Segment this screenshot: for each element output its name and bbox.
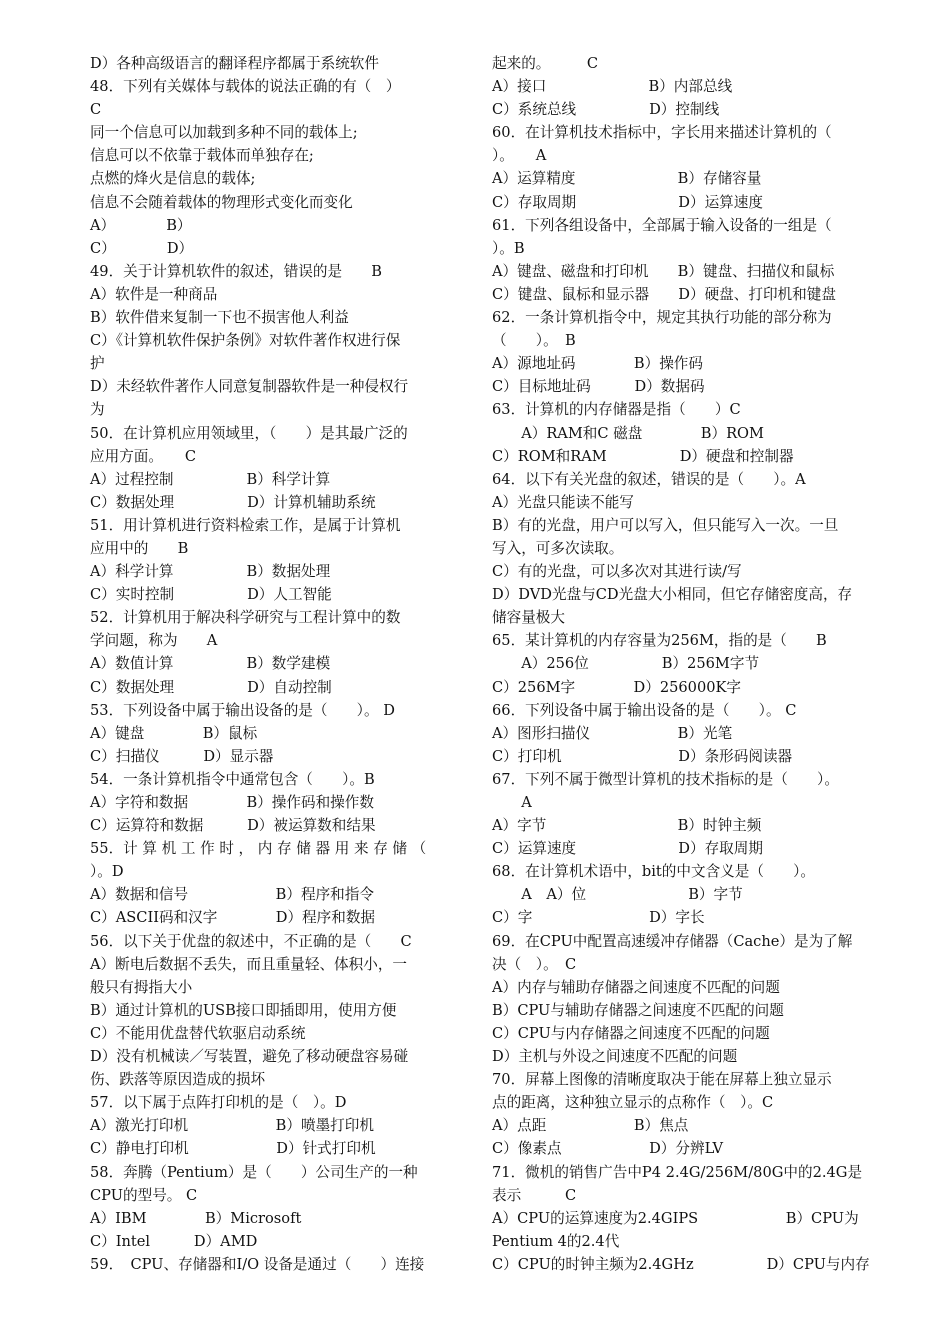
text-line: 57．以下属于点阵打印机的是（ ）。D xyxy=(90,1094,347,1112)
text-line: C）运算速度 D）存取周期 xyxy=(492,840,763,858)
text-line: 为 xyxy=(90,401,105,419)
text-line: 护 xyxy=(90,355,105,373)
text-line: CPU的型号。 C xyxy=(90,1186,198,1204)
text-line: 决（ ）。 C xyxy=(492,955,577,973)
text-line: C）实时控制 D）人工智能 xyxy=(90,586,332,604)
text-line: ）。D xyxy=(90,863,124,881)
text-line: C） D） xyxy=(90,239,194,257)
text-line: C）目标地址码 D）数据码 xyxy=(492,378,705,396)
text-line: 66．下列设备中属于输出设备的是（ ）。 C xyxy=(492,701,797,719)
text-line: 63．计算机的内存储器是指（ ）C xyxy=(492,401,741,419)
text-line: 58．奔腾（Pentium）是（ ）公司生产的一种 xyxy=(90,1163,418,1181)
text-line: C）有的光盘，可以多次对其进行读/写 xyxy=(492,563,742,581)
text-line: 起来的。 C xyxy=(492,55,599,72)
text-line: （ ）。 B xyxy=(492,332,576,350)
text-line: A）软件是一种商品 xyxy=(90,285,218,303)
text-line: 65．某计算机的内存容量为256M，指的是（ B xyxy=(492,632,827,650)
text-line: 52．计算机用于解决科学研究与工程计算中的数 xyxy=(90,609,401,627)
text-line: 56．以下关于优盘的叙述中，不正确的是（ C xyxy=(90,932,412,950)
text-line: A）256位 B）256M字节 xyxy=(492,655,760,673)
text-line: 62．一条计算机指令中，规定其执行功能的部分称为 xyxy=(492,309,832,327)
text-line: 71．微机的销售广告中P4 2.4G/256M/80G中的2.4G是 xyxy=(492,1163,863,1181)
text-line: A）科学计算 B）数据处理 xyxy=(90,563,331,581)
text-line: A）光盘只能读不能写 xyxy=(492,493,634,511)
text-line: C）不能用优盘替代软驱启动系统 xyxy=(90,1024,306,1042)
text-line: C）系统总线 D）控制线 xyxy=(492,101,720,119)
left-column xyxy=(90,52,462,1276)
text-line: 应用方面。 C xyxy=(90,447,197,465)
text-line: A）数据和信号 B）程序和指令 xyxy=(90,886,374,904)
text-line: 55．计 算 机 工 作 时 ， 内 存 储 器 用 来 存 储 （ xyxy=(90,840,427,858)
text-line: C）静电打印机 D）针式打印机 xyxy=(90,1140,376,1158)
text-line: A）点距 B）焦点 xyxy=(492,1117,689,1135)
text-line: A） B） xyxy=(90,216,192,234)
text-line: C）ASCII码和汉字 D）程序和数据 xyxy=(90,909,376,927)
text-line: 53．下列设备中属于输出设备的是（ ）。 D xyxy=(90,701,395,719)
text-line: A）过程控制 B）科学计算 xyxy=(90,470,331,488)
text-line: A）内存与辅助存储器之间速度不匹配的问题 xyxy=(492,978,780,996)
text-line: C）打印机 D）条形码阅读器 xyxy=(492,747,793,765)
text-line: A）键盘 B）鼠标 xyxy=(90,724,258,742)
text-line: 67．下列不属于微型计算机的技术指标的是（ ）。 xyxy=(492,770,839,788)
text-line: B）通过计算机的USB接口即插即用，使用方便 xyxy=(90,1001,397,1019)
text-line: 同一个信息可以加载到多种不同的载体上; xyxy=(90,124,358,142)
text-line: 61．下列各组设备中，全部属于输入设备的一组是（ xyxy=(492,216,832,234)
text-line: C）字 D）字长 xyxy=(492,909,705,927)
text-line: D）没有机械读／写装置，避免了移动硬盘容易碰 xyxy=(90,1048,409,1066)
text-line: D）未经软件著作人同意复制器软件是一种侵权行 xyxy=(90,378,409,396)
text-line: C）《计算机软件保护条例》对软件著作权进行保 xyxy=(90,332,401,350)
text-line: D）DVD光盘与CD光盘大小相同，但它存储密度高，存 xyxy=(492,586,853,604)
text-line: 点的距离，这种独立显示的点称作（ ）。C xyxy=(492,1094,774,1112)
text-line: C）ROM和RAM D）硬盘和控制器 xyxy=(492,447,794,465)
text-line: 信息可以不依靠于载体而单独存在; xyxy=(90,147,314,165)
text-line: A）CPU的运算速度为2.4GIPS B）CPU为 xyxy=(492,1209,859,1227)
text-line: 69．在CPU中配置高速缓冲存储器（Cache）是为了解 xyxy=(492,932,853,950)
text-line: A）字符和数据 B）操作码和操作数 xyxy=(90,794,374,811)
text-line: A）接口 B）内部总线 xyxy=(492,78,733,96)
text-line: 写入，可多次读取。 xyxy=(492,539,624,557)
text-line: 储容量极大 xyxy=(492,609,565,627)
text-line: A）源地址码 B）操作码 xyxy=(492,355,703,373)
text-line: 59． CPU、存储器和I/O 设备是通过（ ）连接 xyxy=(90,1255,425,1273)
text-line: 68．在计算机术语中，bit的中文含义是（ ）。 xyxy=(492,863,816,881)
text-line: A）字节 B）时钟主频 xyxy=(492,817,762,835)
text-line: 点燃的烽火是信息的载体; xyxy=(90,170,256,188)
text-line: A）运算精度 B）存储容量 xyxy=(492,170,762,188)
text-line: 54．一条计算机指令中通常包含（ ）。B xyxy=(90,770,375,788)
text-line: C）键盘、鼠标和显示器 D）硬盘、打印机和键盘 xyxy=(492,285,836,303)
text-line: D）主机与外设之间速度不匹配的问题 xyxy=(492,1048,738,1066)
text-line: 应用中的 B xyxy=(90,539,189,557)
text-line: B）CPU与辅助存储器之间速度不匹配的问题 xyxy=(492,1001,784,1019)
text-line: A A）位 B）字节 xyxy=(492,886,743,904)
text-line: 般只有拇指大小 xyxy=(90,978,193,996)
text-line: C）存取周期 D）运算速度 xyxy=(492,193,763,211)
text-line: C）运算符和数据 D）被运算数和结果 xyxy=(90,817,376,835)
text-line: ）。B xyxy=(492,239,525,257)
text-line: 学问题，称为 A xyxy=(90,632,218,650)
text-line: C xyxy=(90,101,102,119)
text-line: C）数据处理 D）计算机辅助系统 xyxy=(90,493,376,511)
text-line: A）断电后数据不丢失，而且重量轻、体积小，一 xyxy=(90,955,408,973)
text-line: B）软件借来复制一下也不损害他人利益 xyxy=(90,309,349,327)
text-line: ）。 A xyxy=(492,147,547,165)
text-line: 49．关于计算机软件的叙述，错误的是 B xyxy=(90,262,382,280)
text-line: A）数值计算 B）数学建模 xyxy=(90,655,331,673)
text-line: 信息不会随着载体的物理形式变化而变化 xyxy=(90,193,353,211)
text-line: C）扫描仪 D）显示器 xyxy=(90,747,274,765)
text-line: 50．在计算机应用领域里，（ ）是其最广泛的 xyxy=(90,424,408,442)
text-line: 60．在计算机技术指标中，字长用来描述计算机的（ xyxy=(492,124,832,142)
text-line: A）图形扫描仪 B）光笔 xyxy=(492,724,733,742)
text-line: 51．用计算机进行资料检索工作，是属于计算机 xyxy=(90,516,401,534)
right-column xyxy=(492,52,892,1276)
text-line: 表示 C xyxy=(492,1186,577,1204)
text-line: C）CPU的时钟主频为2.4GHz D）CPU与内存 xyxy=(492,1255,870,1273)
text-line: A xyxy=(492,794,532,811)
text-line: C）像素点 D）分辨LV xyxy=(492,1140,724,1158)
text-line: Pentium 4的2.4代 xyxy=(492,1232,620,1250)
text-line: A）激光打印机 B）喷墨打印机 xyxy=(90,1117,374,1135)
text-line: C）Intel D）AMD xyxy=(90,1232,258,1250)
text-line: D）各种高级语言的翻译程序都属于系统软件 xyxy=(90,55,379,72)
text-line: A）IBM B）Microsoft xyxy=(90,1209,302,1227)
text-line: A）RAM和C 磁盘 B）ROM xyxy=(492,424,764,442)
text-line: C）CPU与内存储器之间速度不匹配的问题 xyxy=(492,1024,770,1042)
text-line: A）键盘、磁盘和打印机 B）键盘、扫描仪和鼠标 xyxy=(492,262,835,280)
text-line: C）数据处理 D）自动控制 xyxy=(90,678,332,696)
text-line: 70．屏幕上图像的清晰度取决于能在屏幕上独立显示 xyxy=(492,1071,832,1089)
text-line: B）有的光盘，用户可以写入，但只能写入一次。一旦 xyxy=(492,516,839,534)
text-line: C）256M字 D）256000K字 xyxy=(492,678,742,696)
text-line: 48．下列有关媒体与载体的说法正确的有（ ） xyxy=(90,78,401,96)
text-line: 伤、跌落等原因造成的损坏 xyxy=(90,1071,266,1089)
text-line: 64．以下有关光盘的叙述，错误的是（ ）。A xyxy=(492,470,806,488)
